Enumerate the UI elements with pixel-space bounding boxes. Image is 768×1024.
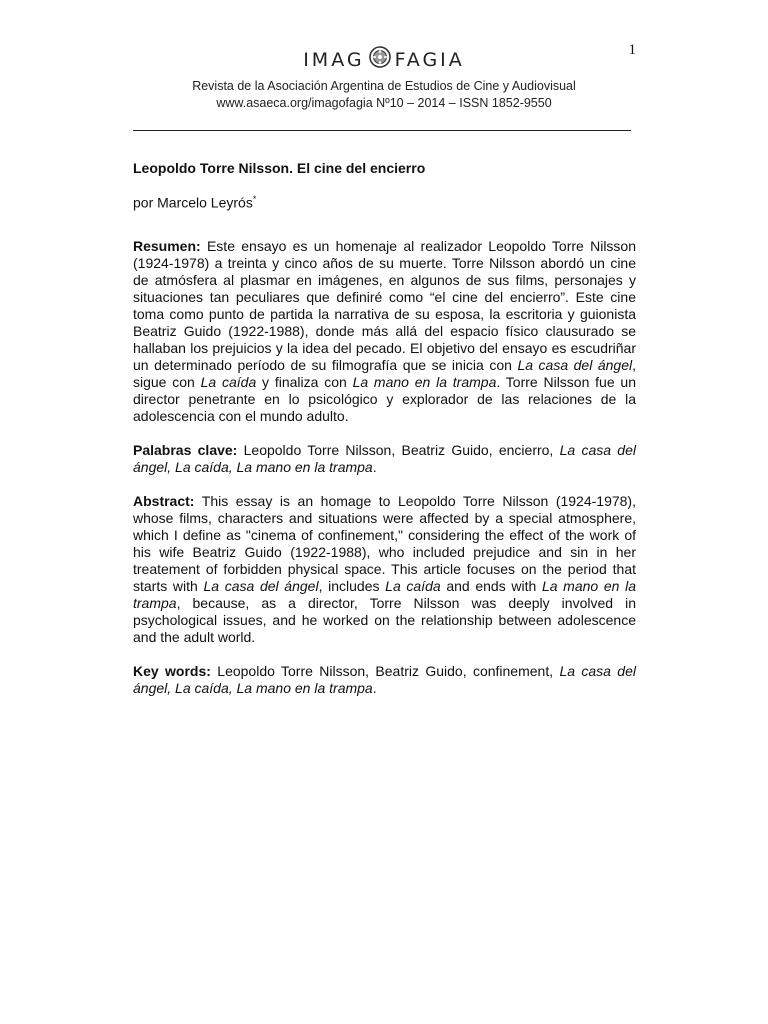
abstract-text-3: and ends with: [440, 577, 542, 594]
abstract-text-4: , because, as a director, Torre Nilsson was deeply involved in psychological issues, and he worked on the relationship between adolescence and the adult world.: [133, 594, 636, 645]
film-title-caida: La caída: [200, 373, 257, 390]
article-author: [133, 191, 636, 212]
palabras-clave-films: La casa del ángel, La caída, La mano en la trampa: [133, 441, 636, 475]
abstract-film-mano: La mano en la trampa: [133, 577, 636, 611]
keywords-text: Leopoldo Torre Nilsson, Beatriz Guido, confinement,: [210, 662, 560, 679]
abstract-film-caida: La caída: [385, 577, 441, 594]
resumen-text-2: , sigue con: [133, 356, 636, 390]
film-title-mano: La mano en la trampa: [352, 373, 497, 390]
film-reel-emblem-icon: [369, 46, 391, 73]
keywords-label: Key words:: [133, 662, 211, 679]
abstract-paragraph: [133, 493, 636, 646]
journal-url-issn: www.asaeca.org/imagofagia Nº10 – 2014 – ISSN 1852-9550: [216, 96, 552, 110]
abstract-label: Abstract:: [133, 492, 195, 509]
palabras-clave-paragraph: [133, 442, 636, 476]
resumen-text-4: . Torre Nilsson fue un director penetrante en lo psicológico y explorador de las relaciones de la adolescencia con el mundo adulto.: [133, 373, 636, 424]
author-footnote-marker: *: [252, 194, 257, 204]
logo-text-left: IMAG: [303, 48, 365, 71]
abstract-text-2: , includes: [318, 577, 386, 594]
keywords-end: .: [372, 679, 377, 696]
resumen-label: Resumen:: [133, 237, 201, 254]
article-title: Leopoldo Torre Nilsson. El cine del encierro: [133, 160, 426, 176]
author-name: por Marcelo Leyrós: [133, 194, 253, 211]
keywords-paragraph: [133, 663, 636, 697]
keywords-films: La casa del ángel, La caída, La mano en la trampa: [133, 662, 636, 696]
palabras-clave-end: .: [372, 458, 377, 475]
logo-text-right: FAGIA: [394, 48, 465, 71]
article-body: [133, 160, 636, 714]
journal-logo: [0, 46, 768, 73]
header-divider: [133, 130, 631, 131]
journal-masthead: [0, 46, 768, 110]
journal-subtitle: Revista de la Asociación Argentina de Estudios de Cine y Audiovisual: [192, 79, 576, 93]
page-number: 1: [628, 42, 636, 58]
abstract-film-casa: La casa del ángel: [203, 577, 319, 594]
abstract-text-1: This essay is an homage to Leopoldo Torre Nilsson (1924-1978), whose films, characters and situations were affected by a special atmosphere, which I define as "cinema of confinement," considering the effect of the work of his wife Beatriz Guido (1922-1988), who included prejudice and sin in her treatement of forbidden physical space. This article focuses on the period that starts with: [133, 492, 636, 594]
palabras-clave-text: Leopoldo Torre Nilsson, Beatriz Guido, encierro,: [237, 441, 560, 458]
resumen-text-1: Este ensayo es un homenaje al realizador Leopoldo Torre Nilsson (1924-1978) a treinta y cinco años de su muerte. Torre Nilsson abordó un cine de atmósfera al plasmar en imágenes, en algunos de sus films, personajes y situaciones tan peculiares que definiré como “el cine del encierro”. Este cine toma como punto de partida la narrativa de su esposa, la escritoria y guionista Beatriz Guido (1922-1988), donde más allá del espacio físico clausurado se hallaban los prejuicios y la idea del pecado. El objetivo del ensayo es escudriñar un determinado período de su filmografía que se inicia con: [133, 237, 636, 373]
film-title-casa: La casa del ángel: [517, 356, 633, 373]
palabras-clave-label: Palabras clave:: [133, 441, 238, 458]
resumen-text-3: y finaliza con: [256, 373, 353, 390]
resumen-paragraph: [133, 238, 636, 425]
